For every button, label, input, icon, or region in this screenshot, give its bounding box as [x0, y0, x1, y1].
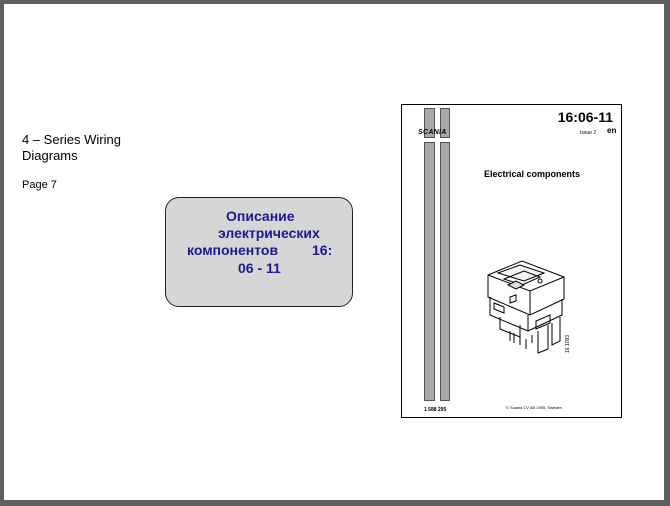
copyright-notice: © Scania CV AB 1995, Sweden — [506, 405, 562, 410]
margin-bar-left — [424, 142, 435, 401]
page-label: Page 7 — [22, 179, 57, 191]
callout-line-2: электрических — [218, 225, 320, 241]
document-page-thumbnail — [401, 104, 622, 418]
document-heading: Electrical components — [484, 169, 581, 179]
callout-line-3b: 16: — [312, 242, 333, 258]
margin-bar-right — [440, 142, 450, 401]
callout-line-3a: компонентов — [187, 242, 279, 258]
callout-box — [165, 197, 353, 307]
callout-line-4: 06 - 11 — [238, 260, 281, 276]
slide-title: 4 – Series Wiring Diagrams — [22, 132, 121, 163]
issue-label: Issue 2 — [580, 130, 597, 136]
footer-code: 1 588 295 — [424, 407, 447, 413]
document-code: 16:06-11 — [557, 109, 613, 125]
callout-line-1: Описание — [226, 208, 295, 224]
switch-component-illustration — [480, 255, 572, 367]
figure-number: 16 1093 — [565, 334, 571, 353]
language-label: en — [607, 126, 617, 135]
scania-logo: SCANIA — [418, 129, 447, 136]
